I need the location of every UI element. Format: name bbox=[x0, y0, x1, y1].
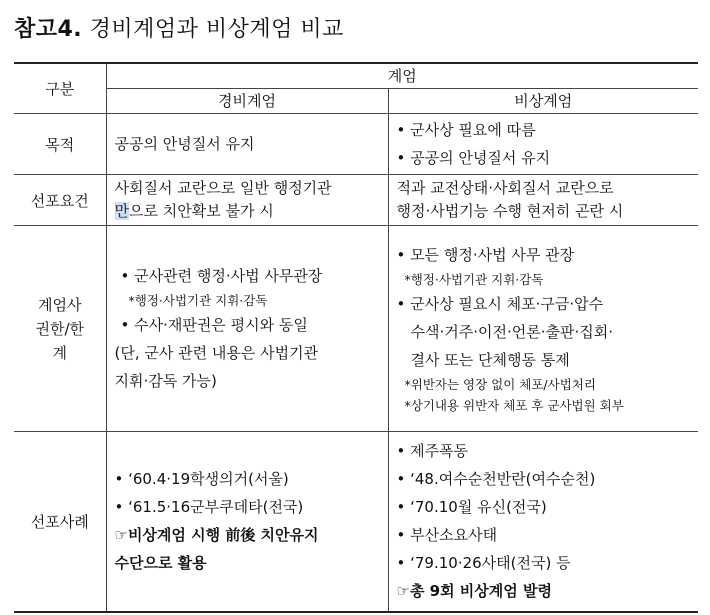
authority-col2-line: • 군사상 필요시 체포·구금·압수 bbox=[396, 295, 604, 313]
authority-col2-line: 결사 또는 단체행동 통제 bbox=[410, 351, 570, 369]
header-col1: 경비계엄 bbox=[106, 89, 388, 114]
highlighted-text: 만 bbox=[114, 202, 129, 220]
requirement-col1-line2 bbox=[115, 200, 382, 223]
cases-col2-line: • ‘79.10·26사태(전국) 등 bbox=[396, 554, 571, 573]
authority-col2-line: *상기내용 위반자 체포 후 군사법원 회부 bbox=[404, 398, 624, 413]
row-label-purpose: 목적 bbox=[14, 114, 106, 175]
cases-col2-line: • 부산소요사태 bbox=[396, 526, 498, 545]
row-label-cases: 선포사례 bbox=[14, 432, 106, 612]
requirement-col2-line1: 적과 교전상태·사회질서 교란으로 bbox=[396, 179, 614, 197]
cases-col1-note: 수단으로 활용 bbox=[114, 554, 207, 573]
authority-col2-line: *행정·사법기관 지휘·감독 bbox=[404, 272, 544, 287]
authority-col2-line: • 모든 행정·사법 사무 관장 bbox=[396, 246, 575, 264]
authority-col2-line: *위반자는 영장 없이 체포/사법처리 bbox=[404, 377, 596, 392]
cases-col1-note: ☞비상계엄 시행 前後 치안유지 bbox=[114, 526, 319, 545]
cases-col2 bbox=[388, 432, 698, 612]
cases-col1-line: • ‘60.4·19학생의거(서울) bbox=[114, 470, 289, 489]
purpose-col2-line: • 공공의 안녕질서 유지 bbox=[396, 149, 551, 167]
authority-label-line: 권한/한 bbox=[35, 319, 85, 338]
header-gubun: 구분 bbox=[14, 63, 106, 114]
authority-col1-line: 지휘·감독 가능) bbox=[114, 372, 217, 390]
cases-col2-line: • ‘70.10월 유신(전국) bbox=[396, 498, 547, 517]
title-prefix: 참고4. bbox=[14, 17, 83, 42]
requirement-col2 bbox=[388, 175, 698, 226]
cases-col1-line: • ‘61.5·16군부쿠데타(전국) bbox=[114, 498, 304, 517]
purpose-col1-line: 공공의 안녕질서 유지 bbox=[114, 135, 255, 153]
cases-col2-line: • ‘48.여수순천반란(여수순천) bbox=[396, 470, 596, 489]
purpose-col1 bbox=[106, 114, 388, 175]
cases-col2-line: • 제주폭동 bbox=[396, 442, 469, 461]
authority-col2-line: 수색·거주·이전·언론·출판·집회· bbox=[410, 323, 613, 341]
page-title bbox=[14, 12, 344, 43]
requirement-col1-line2-rest: 으로 치안확보 불가 시 bbox=[129, 202, 274, 220]
authority-col2 bbox=[388, 226, 698, 432]
title-text: 경비계엄과 비상계엄 비교 bbox=[89, 17, 344, 42]
requirement-col1-line1: 사회질서 교란으로 일반 행정기관 bbox=[114, 179, 332, 197]
purpose-col2-line: • 군사상 필요에 따름 bbox=[396, 121, 536, 139]
requirement-col1 bbox=[106, 175, 388, 226]
authority-label-line: 계엄사 bbox=[38, 295, 82, 314]
header-gyeeom: 계엄 bbox=[106, 63, 698, 89]
authority-col1-line: (단, 군사 관련 내용은 사법기관 bbox=[114, 344, 319, 362]
header-col2: 비상계엄 bbox=[388, 89, 698, 114]
cases-col2-note: ☞총 9회 비상계엄 발령 bbox=[396, 582, 552, 601]
cases-col1 bbox=[106, 432, 388, 612]
comparison-table bbox=[14, 62, 698, 613]
purpose-col2 bbox=[388, 114, 698, 175]
authority-col1 bbox=[106, 226, 388, 432]
authority-col1-line: • 군사관련 행정·사법 사무관장 bbox=[120, 267, 323, 285]
row-label-requirement: 선포요건 bbox=[14, 175, 106, 226]
requirement-col2-line2: 행정·사법기능 수행 현저히 곤란 시 bbox=[396, 202, 624, 220]
authority-col1-line: • 수사·재판권은 평시와 동일 bbox=[120, 316, 308, 334]
row-label-authority bbox=[14, 226, 106, 432]
authority-col1-line: *행정·사법기관 지휘·감독 bbox=[128, 293, 268, 308]
authority-label-line: 계 bbox=[52, 343, 67, 362]
